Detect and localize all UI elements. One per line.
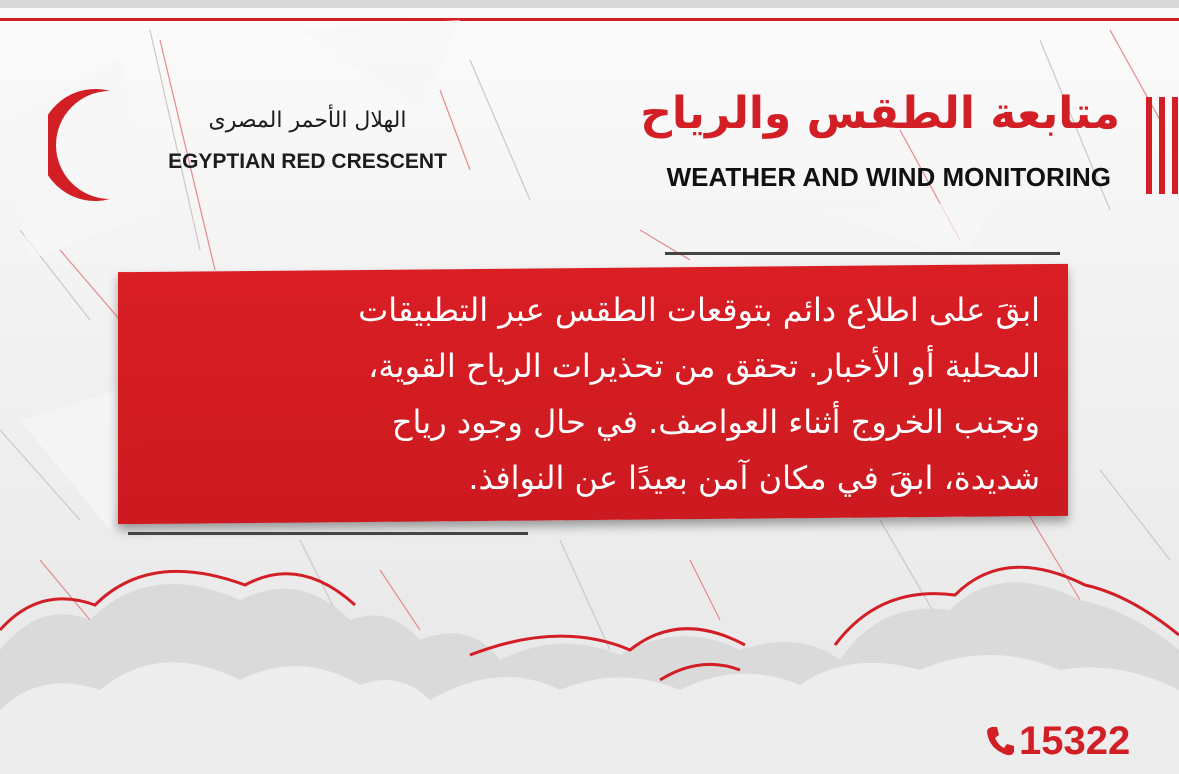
banner-top-line — [665, 252, 1060, 255]
page-title-arabic: متابعة الطقس والرياح — [640, 88, 1120, 139]
crescent-icon — [48, 85, 158, 205]
banner-line: المحلية أو الأخبار. تحقق من تحذيرات الرياح القوية، — [368, 347, 1040, 385]
page-title-english: WEATHER AND WIND MONITORING — [666, 162, 1111, 192]
banner-line: شديدة، ابقَ في مكان آمن بعيدًا عن النوافذ. — [468, 459, 1040, 497]
banner-line: وتجنب الخروج أثناء العواصف. في حال وجود رياح — [391, 403, 1040, 441]
hotline — [985, 713, 1130, 769]
logo-name-english: EGYPTIAN RED CRESCENT — [168, 150, 447, 173]
banner-text — [150, 282, 1040, 506]
phone-number: 15322 — [1019, 718, 1131, 763]
banner-line: ابقَ على اطلاع دائم بتوقعات الطقس عبر التطبيقات — [358, 291, 1040, 329]
logo-name-arabic: الهلال الأحمر المصرى — [208, 108, 407, 133]
phone-icon — [985, 725, 1015, 757]
banner-bottom-line — [128, 532, 528, 535]
